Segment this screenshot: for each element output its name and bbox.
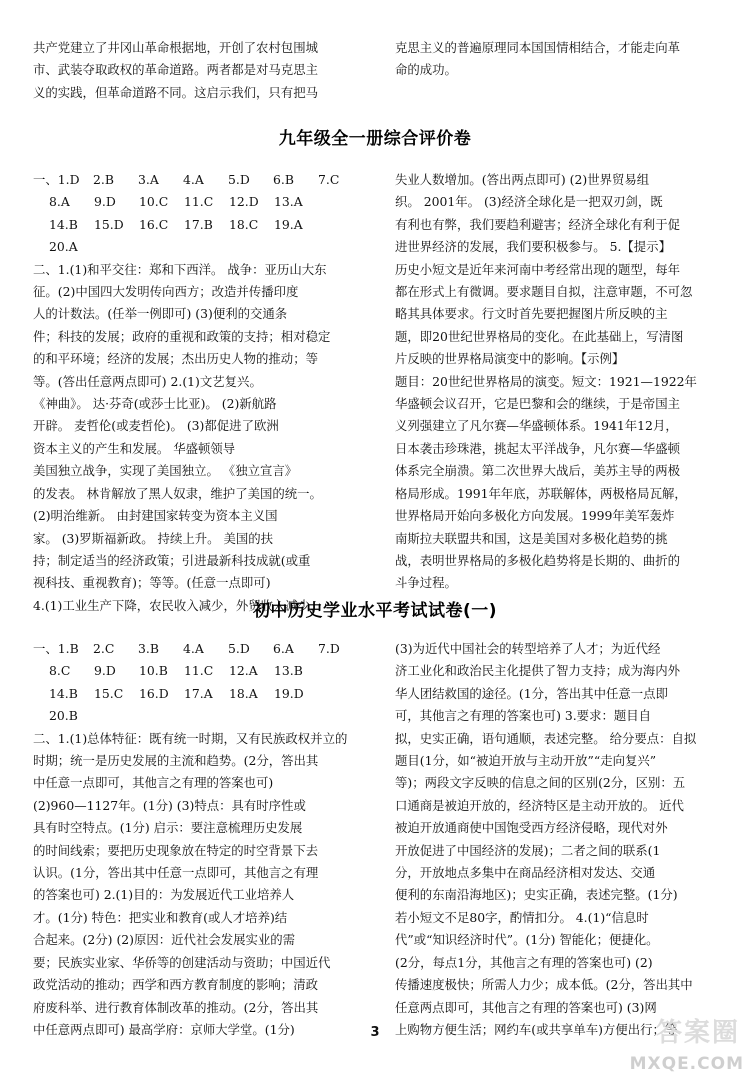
text-line: 视科技、重视教育)；等等。(任意一点即可)	[33, 575, 271, 591]
text-line: 持；制定适当的经济政策；引进最新科技成就(或重	[33, 552, 311, 568]
text-line: 共产党建立了井冈山革命根据地，开创了农村包围城	[33, 40, 318, 55]
text-line: 题，即20世纪世界格局的变化。在此基础上，写清图	[395, 328, 684, 344]
text-line: 征。(2)中国四大发明传向西方；改造并传播印度	[33, 284, 299, 300]
section2-right-column	[395, 638, 720, 1041]
text-line: 拟，史实正确，语句通顺，表述完整。 给分要点：自拟	[395, 730, 697, 746]
text-line: 义列强建立了凡尔赛—华盛顿体系。1941年12月，	[395, 418, 678, 434]
text-line: 进世界经济的发展，我们要积极参与。 5.【提示】	[395, 239, 671, 255]
answer-item: 一、1.B	[33, 641, 79, 656]
answer-item: 19.A	[274, 216, 303, 232]
answer-row	[33, 638, 365, 660]
answer-item: 16.C	[139, 216, 169, 232]
answer-row	[33, 683, 365, 705]
text-line: 历史小短文是近年来河南中考经常出现的题型，每年	[395, 261, 680, 277]
text-line: 片反映的世界格局演变中的影响。【示例】	[395, 351, 625, 367]
answer-item: 17.A	[184, 685, 213, 701]
answer-item: 2.B	[93, 172, 114, 187]
answer-item: 15.D	[94, 216, 124, 232]
watermark-mark: 答案圈	[655, 1018, 740, 1048]
text-line: 市、武装夺取政权的革命道路。两者都是对马克思主	[33, 62, 318, 78]
top-right-text	[395, 37, 720, 82]
text-line: 义的实践，但革命道路不同。这启示我们，只有把马	[33, 84, 318, 100]
answer-item: 一、1.D	[33, 172, 80, 187]
text-line: 《神曲》。 达·芬奇(或莎士比亚)。 (2)新航路	[33, 396, 277, 412]
text-line: 等)；两段文字反映的信息之间的区别(2分，区别：五	[395, 775, 686, 791]
text-line: 家。 (3)罗斯福新政。 持续上升。 美国的扶	[33, 530, 274, 546]
answer-item: 4.A	[183, 641, 204, 656]
text-line: 的发表。 林肯解放了黑人奴隶，维护了美国的统一。	[33, 485, 322, 501]
answer-item: 10.B	[139, 663, 168, 679]
text-line: 斗争过程。	[395, 575, 457, 591]
text-line: 分，开放地点多集中在商品经济相对发达、交通	[395, 865, 656, 881]
text-line: 都在形式上有微调。要求题目自拟，注意审题，不可忽	[395, 284, 693, 300]
text-line: 中任意一点即可，其他言之有理的答案也可)	[33, 775, 274, 791]
answer-item: 14.B	[49, 216, 78, 232]
text-line: 资本主义的产生和发展。 华盛顿领导	[33, 440, 236, 456]
text-line: 4.(1)工业生产下降，农民收入减少，外贸收入减少，	[33, 597, 323, 613]
answer-row	[33, 705, 365, 727]
text-line: 二、1.(1)和平交往：郑和下西洋。 战争：亚历山大东	[33, 261, 327, 277]
answer-item: 20.A	[49, 239, 78, 255]
text-line: 政党活动的推动；西学和西方教育制度的影响；清政	[33, 977, 318, 993]
text-line: 可，其他言之有理的答案也可) 3.要求：题目自	[395, 708, 652, 724]
text-line: 题目：20世纪世界格局的演变。短文：1921—1922年	[395, 373, 697, 389]
answer-item: 14.B	[49, 685, 78, 701]
text-line: 二、1.(1)总体特征：既有统一时期，又有民族政权并立的	[33, 730, 348, 746]
text-line: 府废科举、进行教育体制改革的推动。(2分，答出其	[33, 999, 319, 1015]
text-line: 世界格局开始向多极化方向发展。1999年美军轰炸	[395, 508, 675, 524]
text-line: 任意两点即可，其他言之有理的答案也可) (3)网	[395, 999, 657, 1015]
text-line: 等。(答出任意两点即可) 2.(1)文艺复兴。	[33, 373, 262, 389]
top-left-text	[33, 37, 365, 104]
text-line: 日本袭击珍珠港，挑起太平洋战争，凡尔赛—华盛顿	[395, 440, 680, 456]
text-line: 的时间线索；要把历史现象放在特定的时空背景下去	[33, 842, 318, 858]
watermark-text: MXQE.COM	[629, 1054, 744, 1074]
section-title: 九年级全一册综合评价卷	[278, 129, 472, 149]
text-line: 便利的东南沿海地区)；史实正确，表述完整。(1分)	[395, 887, 678, 903]
answer-item: 4.A	[183, 172, 204, 187]
text-line: 的和平环境；经济的发展；杰出历史人物的推动；等	[33, 351, 318, 367]
text-line: 口通商是被迫开放的，经济特区是主动开放的。 近代	[395, 797, 684, 813]
text-line: 题目(1分，如“被迫开放与主动开放”“走向复兴”	[395, 753, 657, 769]
answer-item: 5.D	[228, 641, 250, 656]
answer-item: 3.B	[138, 641, 159, 656]
text-line: 开辟。 麦哲伦(或麦哲伦)。 (3)都促进了欧洲	[33, 418, 279, 434]
text-line: (2)明治维新。 由封建国家转变为资本主义国	[33, 508, 278, 524]
answer-item: 6.B	[273, 172, 294, 187]
text-line: 传播速度极快；所需人力少；成本低。(2分，答出其中	[395, 977, 693, 993]
answer-item: 6.A	[273, 641, 294, 656]
answer-item: 9.D	[94, 194, 116, 210]
answer-item: 10.C	[139, 194, 169, 210]
text-line: 人的计数法。(任举一例即可) (3)便利的交通条	[33, 306, 288, 322]
answer-row	[33, 236, 365, 258]
answer-item: 18.C	[229, 216, 259, 232]
answer-item: 20.B	[49, 708, 78, 724]
answer-item: 9.D	[94, 663, 116, 679]
answer-item: 5.D	[228, 172, 250, 187]
text-line: 美国独立战争，实现了美国独立。 《独立宣言》	[33, 463, 298, 479]
section1-left-column	[33, 169, 365, 617]
answer-row	[33, 214, 365, 236]
answer-item: 16.D	[139, 685, 169, 701]
text-line: 略其具体要求。行文时首先要把握图片所反映的主	[395, 306, 668, 322]
section-title: 初中历史学业水平考试试卷(一)	[252, 601, 498, 621]
text-line: 要；民族实业家、华侨等的创建活动与资助；中国近代	[33, 954, 331, 970]
text-line: 上购物方便生活；网约车(或共享单车)方便出行；等	[395, 1021, 678, 1037]
answer-item: 18.A	[229, 685, 258, 701]
text-line: 开放促进了中国经济的发展)；二者之间的联系(1	[395, 842, 661, 858]
section2-left-column	[33, 638, 365, 1041]
answer-row	[33, 660, 365, 682]
page-number: 3	[370, 1025, 380, 1040]
text-line: 有利也有弊，我们要趋利避害；经济全球化有利于促	[395, 216, 680, 232]
answer-item: 7.C	[318, 172, 340, 187]
text-line: 克思主义的普遍原理同本国国情相结合，才能走向革	[395, 40, 680, 55]
answer-item: 19.D	[274, 685, 304, 701]
text-line: 才。(1分) 特色：把实业和教育(或人才培养)结	[33, 909, 288, 925]
answer-row	[33, 169, 365, 191]
answer-item: 8.A	[49, 194, 70, 210]
text-line: 体系完全崩溃。第二次世界大战后，美苏主导的两极	[395, 463, 680, 479]
text-line: 格局形成。1991年年底，苏联解体，两极格局瓦解，	[395, 485, 687, 501]
text-line: 失业人数增加。(答出两点即可) (2)世界贸易组	[395, 172, 650, 187]
section1-right-column	[395, 169, 720, 595]
answer-item: 8.C	[49, 663, 71, 679]
text-line: 代”或“知识经济时代”。(1分) 智能化；便捷化。	[395, 932, 659, 948]
answer-item: 12.A	[229, 663, 258, 679]
text-line: 具有时空特点。(1分) 启示：要注意梳理历史发展	[33, 820, 303, 836]
text-line: (2分，每点1分，其他言之有理的答案也可) (2)	[395, 954, 653, 970]
watermark	[612, 1012, 744, 1074]
answer-item: 17.B	[184, 216, 213, 232]
text-line: 的答案也可) 2.(1)目的：为发展近代工业培养人	[33, 887, 295, 903]
text-line: 华盛顿会议召开，它是巴黎和会的继续，于是帝国主	[395, 396, 680, 412]
answer-item: 11.C	[184, 663, 214, 679]
answer-item: 13.B	[274, 663, 303, 679]
answer-item: 7.D	[318, 641, 340, 656]
text-line: (2)960—1127年。(1分) (3)特点：具有时序性或	[33, 797, 306, 813]
text-line: 织。 2001年。 (3)经济全球化是一把双刃剑，既	[395, 194, 663, 210]
answer-row	[33, 191, 365, 213]
answer-item: 3.A	[138, 172, 159, 187]
answer-item: 13.A	[274, 194, 303, 210]
text-line: (3)为近代中国社会的转型培养了人才；为近代经	[395, 641, 661, 656]
answer-item: 11.C	[184, 194, 214, 210]
text-line: 合起来。(2分) (2)原因：近代社会发展实业的需	[33, 932, 296, 948]
text-line: 战，表明世界格局的多极化趋势将是长期的、曲折的	[395, 552, 680, 568]
text-line: 命的成功。	[395, 62, 457, 78]
text-line: 中任意两点即可) 最高学府：京师大学堂。(1分)	[33, 1021, 295, 1037]
text-line: 南斯拉夫联盟共和国，这是美国对多极化趋势的挑	[395, 530, 668, 546]
text-line: 若小短文不足80字，酌情扣分。 4.(1)“信息时	[395, 909, 649, 925]
text-line: 认识。(1分，答出其中任意一点即可，其他言之有理	[33, 865, 319, 881]
answer-item: 2.C	[93, 641, 115, 656]
text-line: 件；科技的发展；政府的重视和政策的支持；相对稳定	[33, 328, 331, 344]
text-line: 济工业化和政治民主化提供了智力支持；成为海内外	[395, 663, 680, 679]
text-line: 华人团结救国的途径。(1分，答出其中任意一点即	[395, 685, 668, 701]
text-line: 被迫开放通商使中国饱受西方经济侵略，现代对外	[395, 820, 668, 836]
text-line: 时期；统一是历史发展的主流和趋势。(2分，答出其	[33, 753, 319, 769]
answer-item: 12.D	[229, 194, 259, 210]
answer-item: 15.C	[94, 685, 124, 701]
